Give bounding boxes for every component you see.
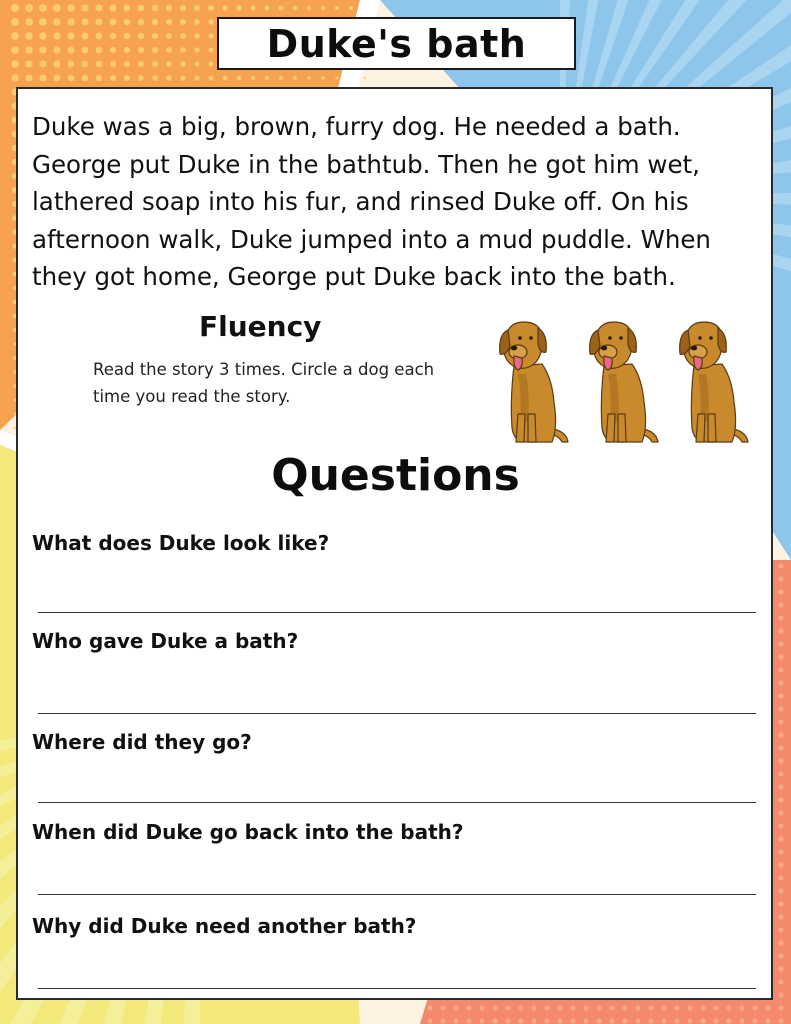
dog-icon[interactable]: [676, 318, 750, 446]
story-paragraph: Duke was a big, brown, furry dog. He needed a bath. George put Duke in the bathtub. Then he got him wet, lathered soap into his fur, and rinsed Duke off. On his afternoon walk, Duke jumped into a mud puddle. When they got home, George put Duke back into the bath.: [32, 112, 711, 291]
fluency-instructions: Read the story 3 times. Circle a dog each time you read the story.: [93, 360, 435, 406]
answer-line-3[interactable]: [38, 802, 756, 803]
dog-icon[interactable]: [586, 318, 660, 446]
question-4: When did Duke go back into the bath?: [32, 820, 464, 844]
answer-line-2[interactable]: [38, 713, 756, 714]
dog-circle-targets: [496, 318, 756, 448]
fluency-heading: Fluency: [199, 310, 322, 343]
page-title: Duke's bath: [266, 21, 527, 66]
dog-icon[interactable]: [496, 318, 570, 446]
question-2: Who gave Duke a bath?: [32, 629, 299, 653]
question-5: Why did Duke need another bath?: [32, 914, 417, 938]
question-1: What does Duke look like?: [32, 531, 330, 555]
answer-line-4[interactable]: [38, 894, 756, 895]
question-3: Where did they go?: [32, 730, 252, 754]
answer-line-1[interactable]: [38, 612, 756, 613]
answer-line-5[interactable]: [38, 988, 756, 989]
questions-heading: Questions: [271, 450, 520, 501]
title-box: [217, 17, 576, 70]
